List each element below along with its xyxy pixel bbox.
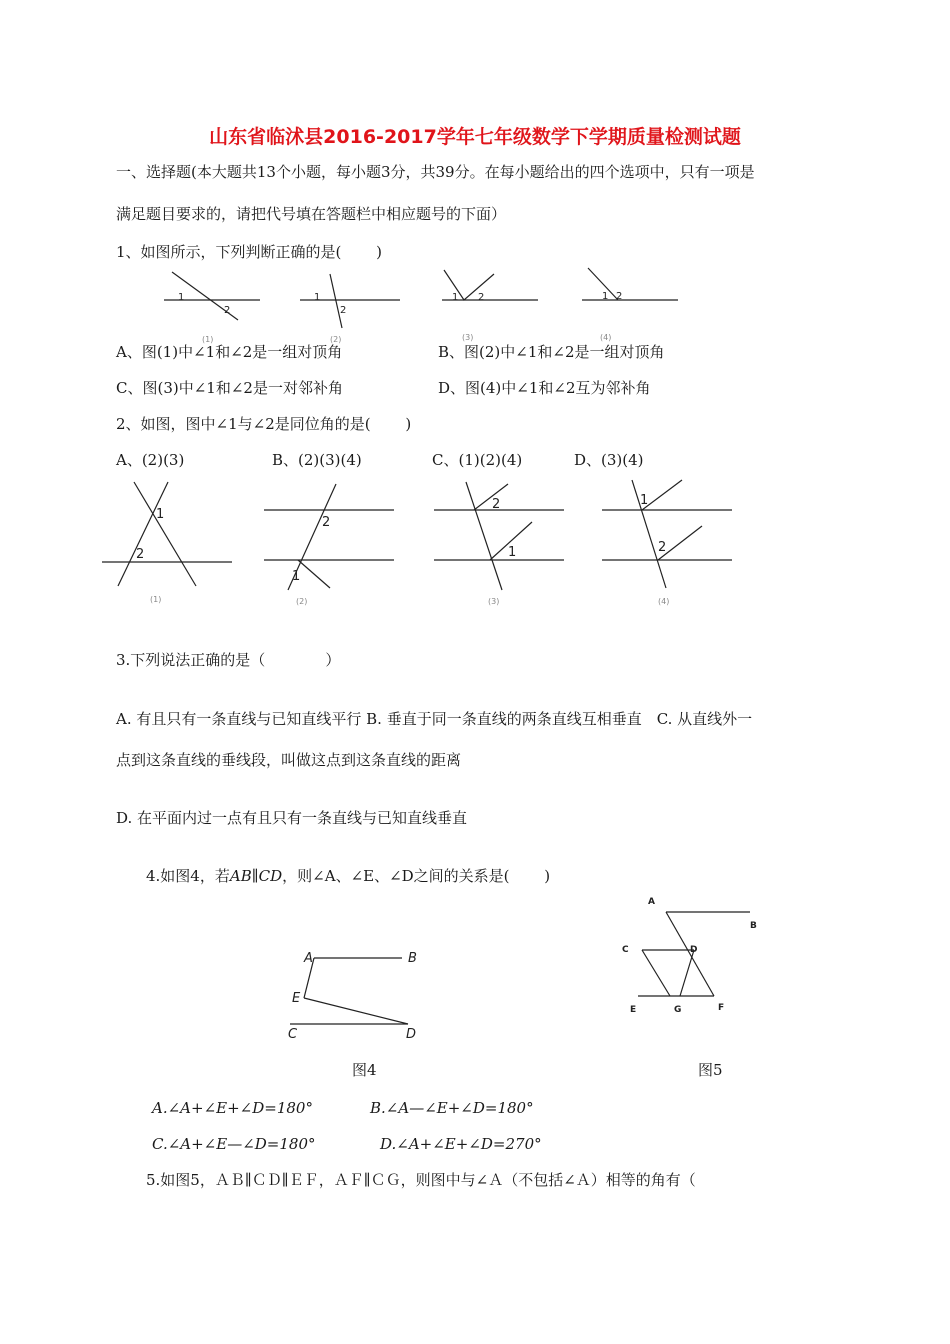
fig4-label-c: C xyxy=(288,1027,298,1042)
q1-fig2-caption: (2) xyxy=(330,335,342,344)
q3-options-line1: A. 有且只有一条直线与已知直线平行 B. 垂直于同一条直线的两条直线互相垂直 C. 从直线外一 xyxy=(116,710,753,728)
q1-figure-2 xyxy=(290,262,420,344)
q4-option-d: D.∠A+∠E+∠D=270° xyxy=(380,1135,542,1153)
q4-stem-post: ，则∠A、∠E、∠D之间的关系是( ) xyxy=(282,867,551,885)
fig5-label-c: C xyxy=(622,945,629,955)
fig4-label-e: E xyxy=(292,991,301,1006)
fig5-label-b: B xyxy=(750,921,757,931)
q1-figure-1 xyxy=(150,262,280,344)
q4-stem-cd: CD xyxy=(258,867,283,885)
q1-fig4-label-2: 2 xyxy=(616,291,623,302)
q2-fig2-caption: (2) xyxy=(296,597,308,606)
q1-fig1-caption: (1) xyxy=(202,335,214,344)
q1-stem: 1、如图所示，下列判断正确的是( ) xyxy=(116,243,383,261)
fig4-caption: 图4 xyxy=(352,1061,377,1079)
q4-stem-parallel: ∥ xyxy=(251,867,259,885)
q4-option-c: C.∠A+∠E—∠D=180° xyxy=(152,1135,316,1153)
q1-fig1-label-2: 2 xyxy=(224,305,231,316)
q1-option-a: A、图(1)中∠1和∠2是一组对顶角 xyxy=(116,343,343,361)
q1-figure-4 xyxy=(572,262,702,344)
section-instruction-line2: 满足题目要求的，请把代号填在答题栏中相应题号的下面） xyxy=(116,205,507,223)
q2-fig1-label-2: 2 xyxy=(136,547,145,562)
q2-option-d: D、(3)(4) xyxy=(574,451,644,469)
fig5-label-e: E xyxy=(630,1005,637,1015)
q1-fig3-label-1: 1 xyxy=(452,292,459,303)
q1-fig4-label-1: 1 xyxy=(602,291,609,302)
q1-fig1-label-1: 1 xyxy=(178,292,185,303)
q2-option-c: C、(1)(2)(4) xyxy=(432,451,523,469)
figure-5 xyxy=(614,890,764,1020)
q1-option-c: C、图(3)中∠1和∠2是一对邻补角 xyxy=(116,379,343,397)
q4-option-b: B.∠A—∠E+∠D=180° xyxy=(370,1099,534,1117)
q2-figure-1 xyxy=(100,478,235,608)
q1-figure-3 xyxy=(430,262,560,344)
q2-fig1-caption: (1) xyxy=(150,595,162,604)
q2-figure-2 xyxy=(262,478,397,608)
q1-fig2-label-2: 2 xyxy=(340,305,347,316)
q1-fig3-caption: (3) xyxy=(462,333,474,342)
q1-option-d: D、图(4)中∠1和∠2互为邻补角 xyxy=(438,379,651,397)
section-instruction-line1: 一、选择题(本大题共13个小题，每小题3分，共39分。在每小题给出的四个选项中，只有一项是 xyxy=(116,163,755,181)
q2-fig3-caption: (3) xyxy=(488,597,500,606)
fig5-caption: 图5 xyxy=(698,1061,723,1079)
q1-fig3-label-2: 2 xyxy=(478,292,485,303)
q4-stem-ab: AB xyxy=(229,867,252,885)
fig5-label-d: D xyxy=(690,945,698,955)
q2-option-b: B、(2)(3)(4) xyxy=(272,451,362,469)
fig4-label-b: B xyxy=(408,951,417,966)
q2-fig4-caption: (4) xyxy=(658,597,670,606)
q2-figure-3 xyxy=(432,478,567,608)
q2-fig3-label-1: 1 xyxy=(508,545,517,560)
q4-option-a: A.∠A+∠E+∠D=180° xyxy=(152,1099,313,1117)
page-title: 山东省临沭县2016-2017学年七年级数学下学期质量检测试题 xyxy=(209,126,741,148)
q2-stem: 2、如图，图中∠1与∠2是同位角的是( ) xyxy=(116,415,412,433)
q1-fig4-caption: (4) xyxy=(600,333,612,342)
figure-4 xyxy=(280,946,430,1046)
q3-option-d: D. 在平面内过一点有且只有一条直线与已知直线垂直 xyxy=(116,809,468,827)
q5-stem: 5.如图5，ＡＢ∥ＣＤ∥ＥＦ，ＡＦ∥ＣＧ，则图中与∠Ａ（不包括∠Ａ）相等的角有（ xyxy=(146,1171,696,1189)
q2-fig4-label-1: 1 xyxy=(640,493,649,508)
q2-figure-4 xyxy=(600,478,735,608)
q2-fig3-label-2: 2 xyxy=(492,497,501,512)
q2-option-a: A、(2)(3) xyxy=(116,451,185,469)
q3-stem: 3.下列说法正确的是（ ） xyxy=(116,651,341,669)
q2-fig2-label-2: 2 xyxy=(322,515,331,530)
fig5-label-g: G xyxy=(674,1005,682,1015)
q2-fig1-label-1: 1 xyxy=(156,507,165,522)
q1-option-b: B、图(2)中∠1和∠2是一组对顶角 xyxy=(438,343,665,361)
fig5-label-f: F xyxy=(718,1003,725,1013)
q3-options-line2: 点到这条直线的垂线段，叫做这点到这条直线的距离 xyxy=(116,751,462,769)
q1-fig2-label-1: 1 xyxy=(314,292,321,303)
fig4-label-a: A xyxy=(304,951,313,966)
q2-fig4-label-2: 2 xyxy=(658,540,667,555)
q4-stem-pre: 4.如图4，若 xyxy=(146,867,230,885)
q2-fig2-label-1: 1 xyxy=(292,569,301,584)
q4-stem xyxy=(146,866,550,886)
fig4-label-d: D xyxy=(406,1027,417,1042)
fig5-label-a: A xyxy=(648,897,655,907)
